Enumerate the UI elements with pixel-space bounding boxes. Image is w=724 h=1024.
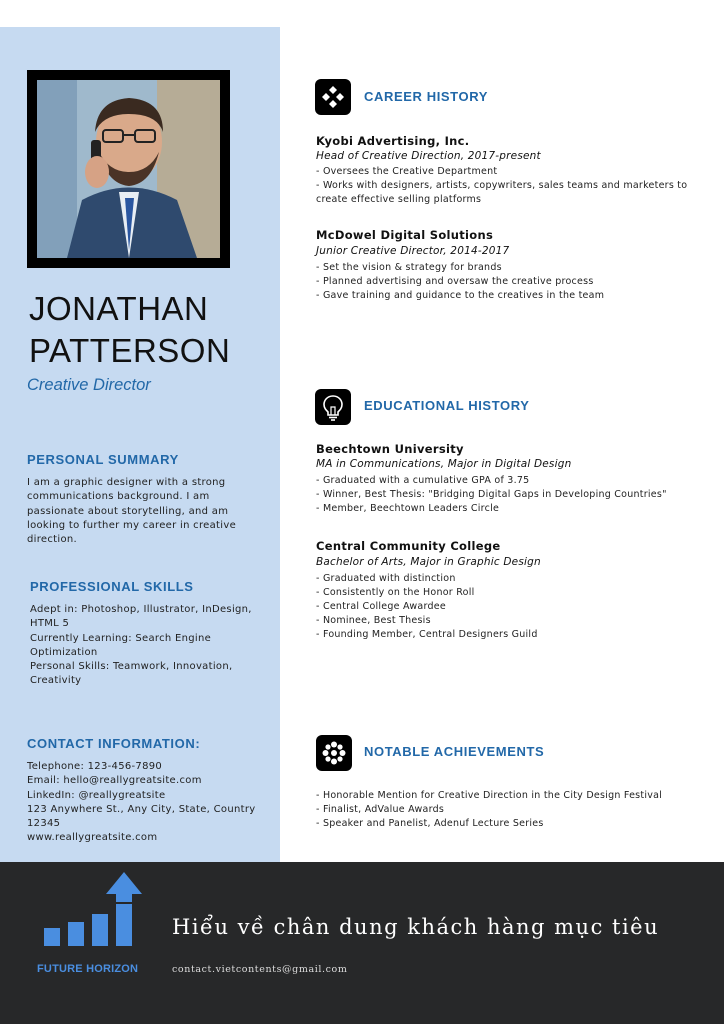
profile-photo (37, 80, 220, 258)
career-history-heading: CAREER HISTORY (364, 89, 488, 104)
logo-text: FUTURE HORIZON (37, 963, 139, 975)
list-item: create effective selling platforms (316, 194, 482, 205)
list-item: - Graduated with a cumulative GPA of 3.75 (316, 475, 530, 486)
list-item: - Planned advertising and oversaw the creative process (316, 276, 594, 287)
education-entry-2-subtitle: Bachelor of Arts, Major in Graphic Design (316, 556, 541, 568)
career-entry-1-subtitle: Head of Creative Direction, 2017-present (316, 150, 541, 162)
achievements-bullets (316, 789, 700, 831)
footer-tagline: Hiểu về chân dung khách hàng mục tiêu (172, 915, 660, 939)
skills-line: Personal Skills: Teamwork, Innovation, (30, 661, 233, 673)
flower-icon (316, 735, 352, 771)
contact-address: 123 Anywhere St., Any City, State, Country (27, 803, 256, 815)
skills-line: Creativity (30, 675, 82, 687)
skills-line: Optimization (30, 646, 98, 658)
skills-line: Currently Learning: Search Engine (30, 632, 212, 644)
profile-role: Creative Director (27, 376, 151, 394)
list-item: - Founding Member, Central Designers Guild (316, 629, 538, 640)
personal-summary-text (27, 476, 267, 547)
education-entry-2-title: Central Community College (316, 539, 501, 553)
notable-achievements-heading: NOTABLE ACHIEVEMENTS (364, 744, 545, 759)
contact-info (27, 760, 272, 846)
list-item: - Set the vision & strategy for brands (316, 262, 502, 273)
educational-history-heading: EDUCATIONAL HISTORY (364, 398, 530, 413)
list-item: - Graduated with distinction (316, 573, 456, 584)
name-line-2: PATTERSON (29, 332, 231, 369)
contact-heading: CONTACT INFORMATION: (27, 736, 201, 751)
list-item: - Consistently on the Honor Roll (316, 587, 475, 598)
list-item: - Finalist, AdValue Awards (316, 804, 445, 815)
lightbulb-icon (315, 389, 351, 425)
education-entry-2-bullets (316, 572, 700, 642)
list-item: - Central College Awardee (316, 601, 446, 612)
skills-line: HTML 5 (30, 618, 70, 630)
education-entry-1-title: Beechtown University (316, 442, 464, 456)
contact-postcode: 12345 (27, 818, 61, 830)
personal-summary-heading: PERSONAL SUMMARY (27, 452, 179, 467)
summary-line: looking to further my career in creative (27, 519, 237, 531)
contact-linkedin: LinkedIn: @reallygreatsite (27, 789, 166, 801)
profile-photo-frame (27, 70, 230, 268)
career-entry-1-bullets (316, 165, 700, 207)
professional-skills-heading: PROFESSIONAL SKILLS (30, 579, 194, 594)
skills-line: Adept in: Photoshop, Illustrator, InDesign, (30, 604, 252, 615)
summary-line: passionate about storytelling, and am (27, 505, 229, 517)
summary-line: communications background. I am (27, 491, 210, 503)
career-entry-2-title: McDowel Digital Solutions (316, 228, 494, 242)
career-entry-2-bullets (316, 261, 700, 303)
footer-email[interactable]: contact.vietcontents@gmail.com (172, 964, 348, 975)
contact-telephone: Telephone: 123-456-7890 (27, 761, 163, 772)
list-item: - Member, Beechtown Leaders Circle (316, 503, 500, 514)
career-entry-1-title: Kyobi Advertising, Inc. (316, 134, 470, 148)
contact-email: Email: hello@reallygreatsite.com (27, 775, 202, 787)
list-item: - Nominee, Best Thesis (316, 615, 431, 626)
education-entry-1-bullets (316, 474, 700, 516)
list-item: - Oversees the Creative Department (316, 166, 498, 177)
career-entry-2-subtitle: Junior Creative Director, 2014-2017 (316, 245, 510, 257)
name-line-1: JONATHAN (29, 290, 209, 327)
profile-name (29, 288, 230, 372)
list-item: - Speaker and Panelist, Adenuf Lecture Series (316, 818, 544, 829)
list-item: - Gave training and guidance to the creatives in the team (316, 290, 605, 301)
list-item: - Winner, Best Thesis: "Bridging Digital Gaps in Developing Countries" (316, 489, 667, 500)
summary-line: direction. (27, 534, 78, 546)
contact-website: www.reallygreatsite.com (27, 832, 158, 844)
diamond-grid-icon (315, 79, 351, 115)
list-item: - Honorable Mention for Creative Direction in the City Design Festival (316, 790, 663, 801)
education-entry-1-subtitle: MA in Communications, Major in Digital Design (316, 458, 572, 470)
list-item: - Works with designers, artists, copywriters, sales teams and marketers to (316, 180, 688, 191)
professional-skills-text (30, 603, 270, 689)
summary-line: I am a graphic designer with a strong (27, 477, 226, 488)
